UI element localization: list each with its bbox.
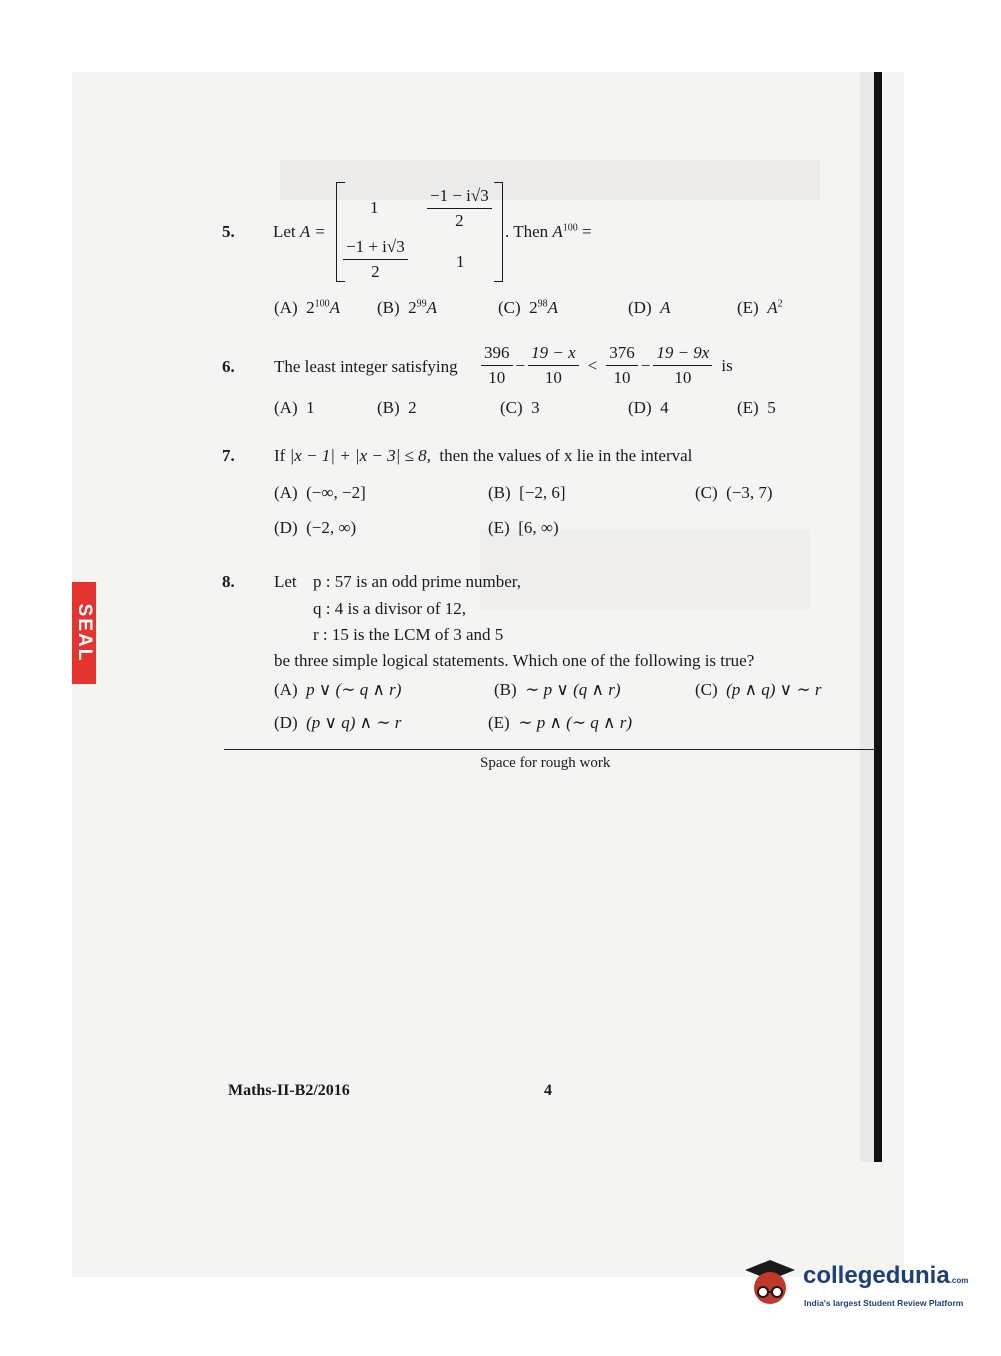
q6-number: 6. xyxy=(222,357,235,376)
q7-option-d xyxy=(274,518,356,538)
option-value: [6, ∞) xyxy=(518,518,559,537)
option-tail: A xyxy=(660,298,671,317)
option-exp: 99 xyxy=(416,298,427,310)
option-label: (A) xyxy=(274,680,298,699)
q8-option-b xyxy=(494,680,621,700)
q5-power-base: A xyxy=(552,222,563,241)
option-value: (−2, ∞) xyxy=(306,518,357,537)
q6-option-c xyxy=(500,398,540,418)
frac4-num: 19 − 9x xyxy=(653,343,712,366)
q6-inequality xyxy=(478,343,733,388)
option-value: (p ∨ q) ∧ ∼ r xyxy=(306,713,402,732)
q8-option-e xyxy=(488,713,632,733)
option-tail: A xyxy=(329,298,340,317)
q8-statement-p: p : 57 is an odd prime number, xyxy=(313,572,522,591)
option-label: (C) xyxy=(498,298,521,317)
option-label: (A) xyxy=(274,298,298,317)
frac2-num: 19 − x xyxy=(528,343,579,366)
a21-den: 2 xyxy=(371,262,380,281)
option-label: (D) xyxy=(274,713,298,732)
q5-let xyxy=(273,222,326,242)
q7-option-a xyxy=(274,483,366,503)
option-label: (C) xyxy=(695,483,718,502)
option-base: A xyxy=(767,298,778,317)
is-word: is xyxy=(721,355,733,375)
q8-text: be three simple logical statements. Which one of the following is true? xyxy=(274,651,755,670)
q8-option-c xyxy=(695,680,822,700)
option-label: (C) xyxy=(695,680,718,699)
a12-den: 2 xyxy=(455,211,464,230)
bleed-through xyxy=(480,530,810,610)
frac1-den: 10 xyxy=(488,368,506,387)
matrix-a22: 1 xyxy=(456,252,465,271)
q8-statement-q: q : 4 is a divisor of 12, xyxy=(313,599,466,618)
seal-label: SEAL xyxy=(74,603,95,663)
q8-statement-r: r : 15 is the LCM of 3 and 5 xyxy=(313,625,504,644)
a12-num: −1 − i√3 xyxy=(427,186,492,209)
q7-expression: |x − 1| + |x − 3| ≤ 8, xyxy=(289,446,431,465)
q5-let-word: Let xyxy=(273,222,296,241)
option-base: 2 xyxy=(408,298,417,317)
q8-option-d xyxy=(274,713,401,733)
option-value: 2 xyxy=(408,398,417,417)
option-label: (E) xyxy=(488,518,510,537)
q8-option-a xyxy=(274,680,401,700)
option-tail: A xyxy=(547,298,559,317)
q7-number: 7. xyxy=(222,446,235,465)
q5-eq: = xyxy=(582,222,592,241)
q8-number: 8. xyxy=(222,572,235,591)
seal-tab xyxy=(72,582,96,684)
q5-then-text: . Then xyxy=(505,222,549,241)
option-label: (E) xyxy=(737,298,759,317)
q6-text: The least integer satisfying xyxy=(274,357,458,376)
option-base: 2 xyxy=(529,298,538,317)
scanned-page xyxy=(72,72,904,1277)
option-label: (B) xyxy=(377,398,400,417)
frac4-den: 10 xyxy=(674,368,692,387)
option-value: 5 xyxy=(767,398,776,417)
q6-option-e xyxy=(737,398,776,418)
rough-work-divider xyxy=(224,749,874,750)
q8-let: Let xyxy=(274,572,297,591)
matrix-right-bracket xyxy=(494,182,503,282)
q7-option-c xyxy=(695,483,773,503)
frac2-den: 10 xyxy=(544,368,562,387)
option-value: (p ∧ q) ∨ ∼ r xyxy=(726,680,822,699)
q6-option-b xyxy=(377,398,417,418)
q5-then xyxy=(505,222,592,242)
rough-work-label: Space for rough work xyxy=(480,755,611,771)
logo-com: .com xyxy=(949,1276,969,1285)
matrix-a12 xyxy=(424,186,495,231)
q7-text: then the values of x lie in the interval xyxy=(439,446,693,465)
option-value: ∼ p ∧ (∼ q ∧ r) xyxy=(518,713,633,732)
q7-stem xyxy=(274,446,692,466)
q7-if: If xyxy=(274,446,286,465)
option-label: (D) xyxy=(628,298,652,317)
option-value: (−3, 7) xyxy=(726,483,773,502)
q7-option-b xyxy=(488,483,566,503)
option-value: 4 xyxy=(660,398,669,417)
option-label: (C) xyxy=(500,398,523,417)
q6-option-d xyxy=(628,398,669,418)
option-exp: 100 xyxy=(314,298,330,310)
q5-power-exp: 100 xyxy=(562,222,578,234)
option-label: (B) xyxy=(488,483,511,502)
collegedunia-mascot-icon xyxy=(743,1258,797,1312)
frac1-num: 396 xyxy=(481,343,513,366)
page-shadow xyxy=(860,72,874,1162)
page-number: 4 xyxy=(544,1082,552,1099)
option-value: p ∨ (∼ q ∧ r) xyxy=(306,680,402,699)
bleed-through xyxy=(280,160,820,200)
page-edge xyxy=(874,72,882,1162)
option-value: (−∞, −2] xyxy=(306,483,366,502)
option-label: (D) xyxy=(274,518,298,537)
frac3-num: 376 xyxy=(606,343,638,366)
option-value: ∼ p ∨ (q ∧ r) xyxy=(525,680,621,699)
matrix-a11: 1 xyxy=(370,198,379,217)
q5-option-e xyxy=(737,298,783,318)
paper-code: Maths-II-B2/2016 xyxy=(228,1082,350,1099)
less-than: < xyxy=(587,355,598,375)
frac3-den: 10 xyxy=(613,368,631,387)
q5-a-eq: A = xyxy=(299,222,326,241)
option-value: 3 xyxy=(531,398,540,417)
collegedunia-wordmark xyxy=(803,1262,968,1290)
logo-name: collegedunia xyxy=(803,1262,950,1289)
q5-option-b xyxy=(377,298,437,318)
q5-option-c xyxy=(498,298,558,318)
q5-option-d xyxy=(628,298,671,318)
option-exp: 2 xyxy=(777,298,783,310)
option-label: (B) xyxy=(377,298,400,317)
matrix-a21 xyxy=(340,237,411,282)
option-label: (E) xyxy=(488,713,510,732)
option-label: (D) xyxy=(628,398,652,417)
option-exp: 98 xyxy=(537,298,548,310)
option-base: 2 xyxy=(306,298,315,317)
logo-tagline: India's largest Student Review Platform xyxy=(804,1298,964,1308)
option-label: (B) xyxy=(494,680,517,699)
q7-option-e xyxy=(488,518,559,538)
minus-sign: − xyxy=(515,355,526,375)
q5-option-a xyxy=(274,298,340,318)
a21-num: −1 + i√3 xyxy=(343,237,408,260)
minus-sign: − xyxy=(640,355,651,375)
option-value: [−2, 6] xyxy=(519,483,566,502)
q5-number: 5. xyxy=(222,222,235,241)
option-value: 1 xyxy=(306,398,315,417)
option-label: (E) xyxy=(737,398,759,417)
option-label: (A) xyxy=(274,483,298,502)
option-label: (A) xyxy=(274,398,298,417)
option-tail: A xyxy=(426,298,438,317)
q6-option-a xyxy=(274,398,315,418)
